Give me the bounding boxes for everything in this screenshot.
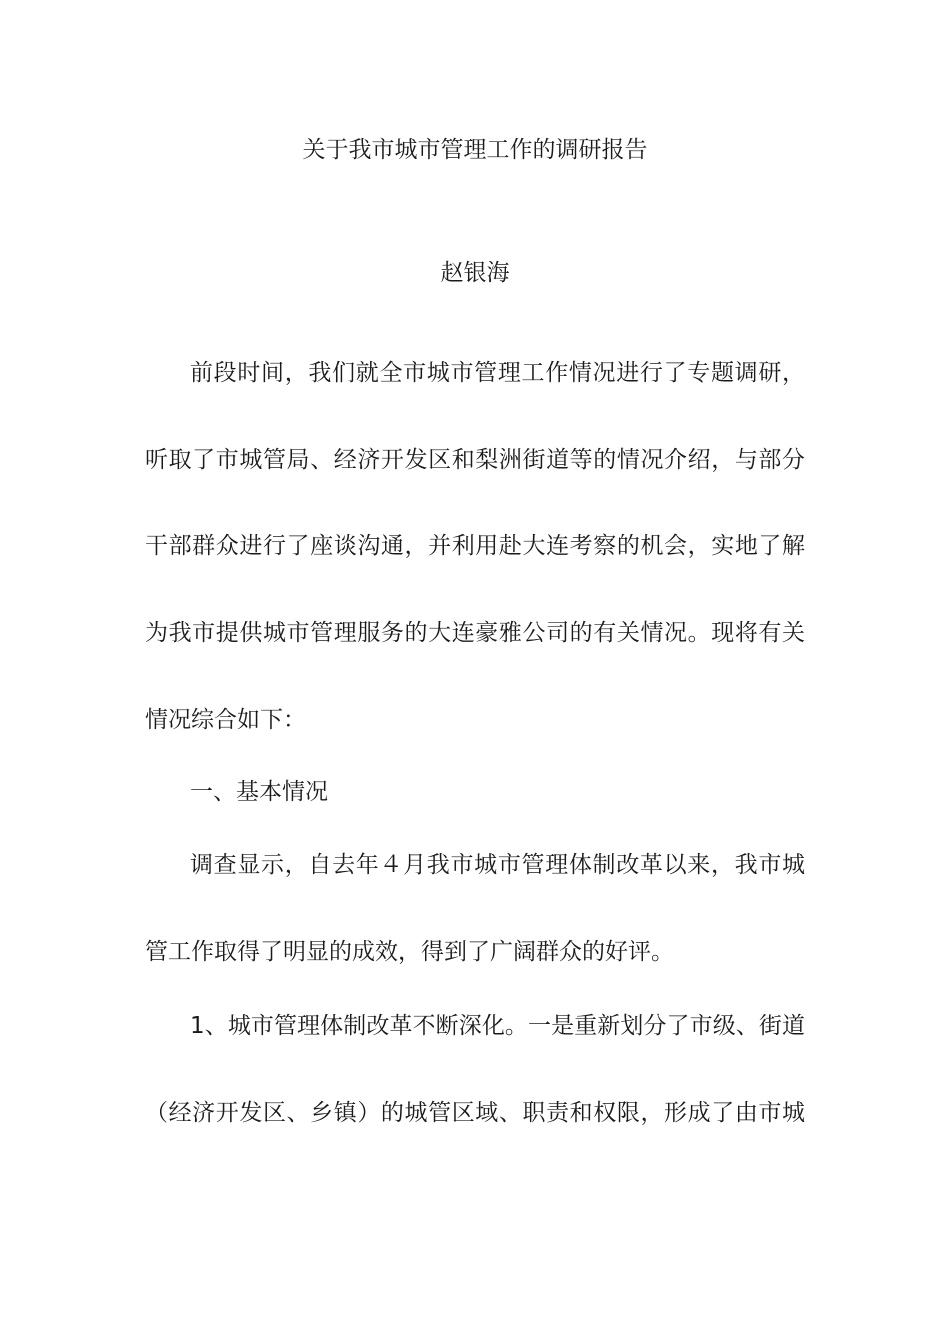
paragraph-line: 情况综合如下： (145, 707, 306, 733)
paragraph-line: 干部群众进行了座谈沟通，并利用赴大连考察的机会，实地了解 (145, 533, 805, 559)
paragraph-line: 管工作取得了明显的成效，得到了广阔群众的好评。 (145, 939, 674, 965)
paragraph-line: 1、城市管理体制改革不断深化。一是重新划分了市级、街道 (190, 1013, 805, 1039)
section-heading: 一、基本情况 (190, 779, 328, 805)
document-author: 赵银海 (440, 260, 510, 286)
paragraph-line: 前段时间，我们就全市城市管理工作情况进行了专题调研， (190, 360, 805, 386)
paragraph-line: （经济开发区、乡镇）的城管区域、职责和权限，形成了由市城 (145, 1100, 805, 1126)
paragraph-line: 调查显示，自去年４月我市城市管理体制改革以来，我市城 (190, 852, 805, 878)
paragraph-line: 为我市提供城市管理服务的大连豪雅公司的有关情况。现将有关 (145, 620, 805, 646)
paragraph-line: 听取了市城管局、经济开发区和梨洲街道等的情况介绍，与部分 (145, 447, 805, 473)
document-title: 关于我市城市管理工作的调研报告 (302, 137, 648, 163)
